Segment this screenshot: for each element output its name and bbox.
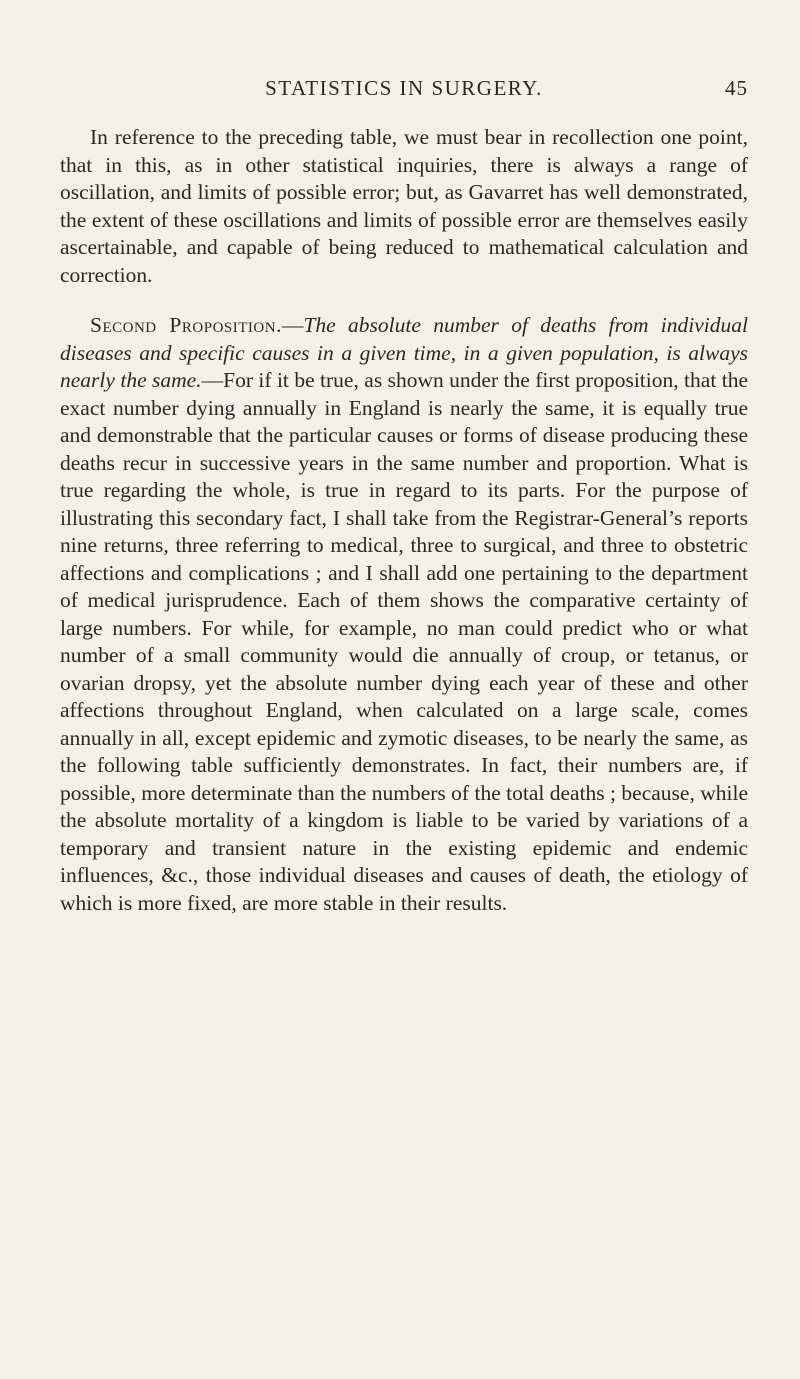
paragraph-first: In reference to the preceding table, we must bear in recollection one point, that in this, as in other statistical inquiries, there is always a range of oscillation, and limits of possible error; but, as Gavarret has well demonstrated, the extent of these oscillations and limits of possible error are themselves easily ascertainable, and capable of being reduced to mathematical calculation and correction. (60, 125, 748, 287)
page-number: 45 (725, 76, 748, 100)
proposition-body: —For if it be true, as shown under the first proposition, that the exact number dying annually in England is nearly the same, it is equally true and demonstrable that the particular causes or forms of disease producing these deaths recur in successive years in the same number and proportion. What is true regarding the whole, is true in regard to its parts. For the purpose of illustrating this secondary fact, I shall take from the Registrar-General’s reports nine returns, three referring to medical, three to surgical, and three to obstetric affections and complications ; and I shall add one pertaining to the department of medical jurisprudence. Each of them shows the comparative certainty of large numbers. For while, for example, no man could predict who or what number of a small community would die annually of croup, or tetanus, or ovarian dropsy, yet the absolute number dying each year of these and other affections throughout England, when calculated on a large scale, comes annually in all, except epidemic and zymotic diseases, to be nearly the same, as the following table sufficiently demonstrates. In fact, their numbers are, if possible, more determinate than the numbers of the total deaths ; because, while the absolute mortality of a kingdom is liable to be varied by variations of a temporary and transient nature in the existing epidemic and endemic influences, &c., those individual diseases and causes of death, the etiology of which is more fixed, are more stable in their results. (60, 368, 748, 915)
proposition-heading: Second Proposition. (90, 313, 282, 337)
running-title: STATISTICS IN SURGERY. (265, 76, 543, 100)
paragraph-second (60, 312, 748, 917)
heading-dash: — (281, 313, 304, 337)
body-text (60, 124, 748, 917)
proposition-statement: The absolute number of deaths from individual diseases and specific causes in a given time, in a given population, is always nearly the same. (60, 313, 748, 392)
running-head (60, 76, 748, 110)
